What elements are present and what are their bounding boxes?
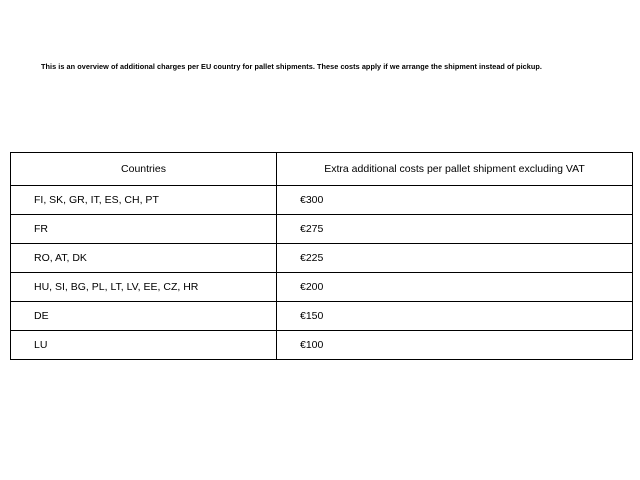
table-row (11, 331, 633, 360)
cell-countries (11, 302, 277, 331)
cell-countries (11, 215, 277, 244)
countries-value: FR (34, 223, 48, 235)
countries-value: FI, SK, GR, IT, ES, CH, PT (34, 194, 159, 206)
table-row (11, 186, 633, 215)
table-row (11, 273, 633, 302)
countries-value: RO, AT, DK (34, 252, 87, 264)
countries-value: DE (34, 310, 49, 322)
cell-cost (277, 331, 633, 360)
intro-paragraph: This is an overview of additional charges per EU country for pallet shipments. These costs apply if we arrange the shipment instead of pickup. (41, 62, 542, 71)
cell-cost (277, 244, 633, 273)
table-row (11, 215, 633, 244)
table-header-row (11, 153, 633, 186)
cell-cost (277, 186, 633, 215)
cell-cost (277, 215, 633, 244)
cost-value: €275 (300, 223, 324, 235)
cell-cost (277, 302, 633, 331)
table-row (11, 302, 633, 331)
cell-countries (11, 331, 277, 360)
cost-value: €100 (300, 339, 324, 351)
cost-value: €300 (300, 194, 324, 206)
countries-value: HU, SI, BG, PL, LT, LV, EE, CZ, HR (34, 281, 199, 293)
cost-value: €200 (300, 281, 324, 293)
header-cell-costs (277, 153, 633, 186)
cost-value: €225 (300, 252, 324, 264)
charges-table-container (10, 152, 630, 360)
table-row (11, 244, 633, 273)
cell-countries (11, 186, 277, 215)
header-cell-countries (11, 153, 277, 186)
charges-table (10, 152, 633, 360)
cell-countries (11, 244, 277, 273)
cost-value: €150 (300, 310, 324, 322)
countries-value: LU (34, 339, 48, 351)
header-label-countries: Countries (121, 163, 166, 175)
cell-cost (277, 273, 633, 302)
cell-countries (11, 273, 277, 302)
header-label-costs: Extra additional costs per pallet shipment excluding VAT (324, 163, 585, 175)
